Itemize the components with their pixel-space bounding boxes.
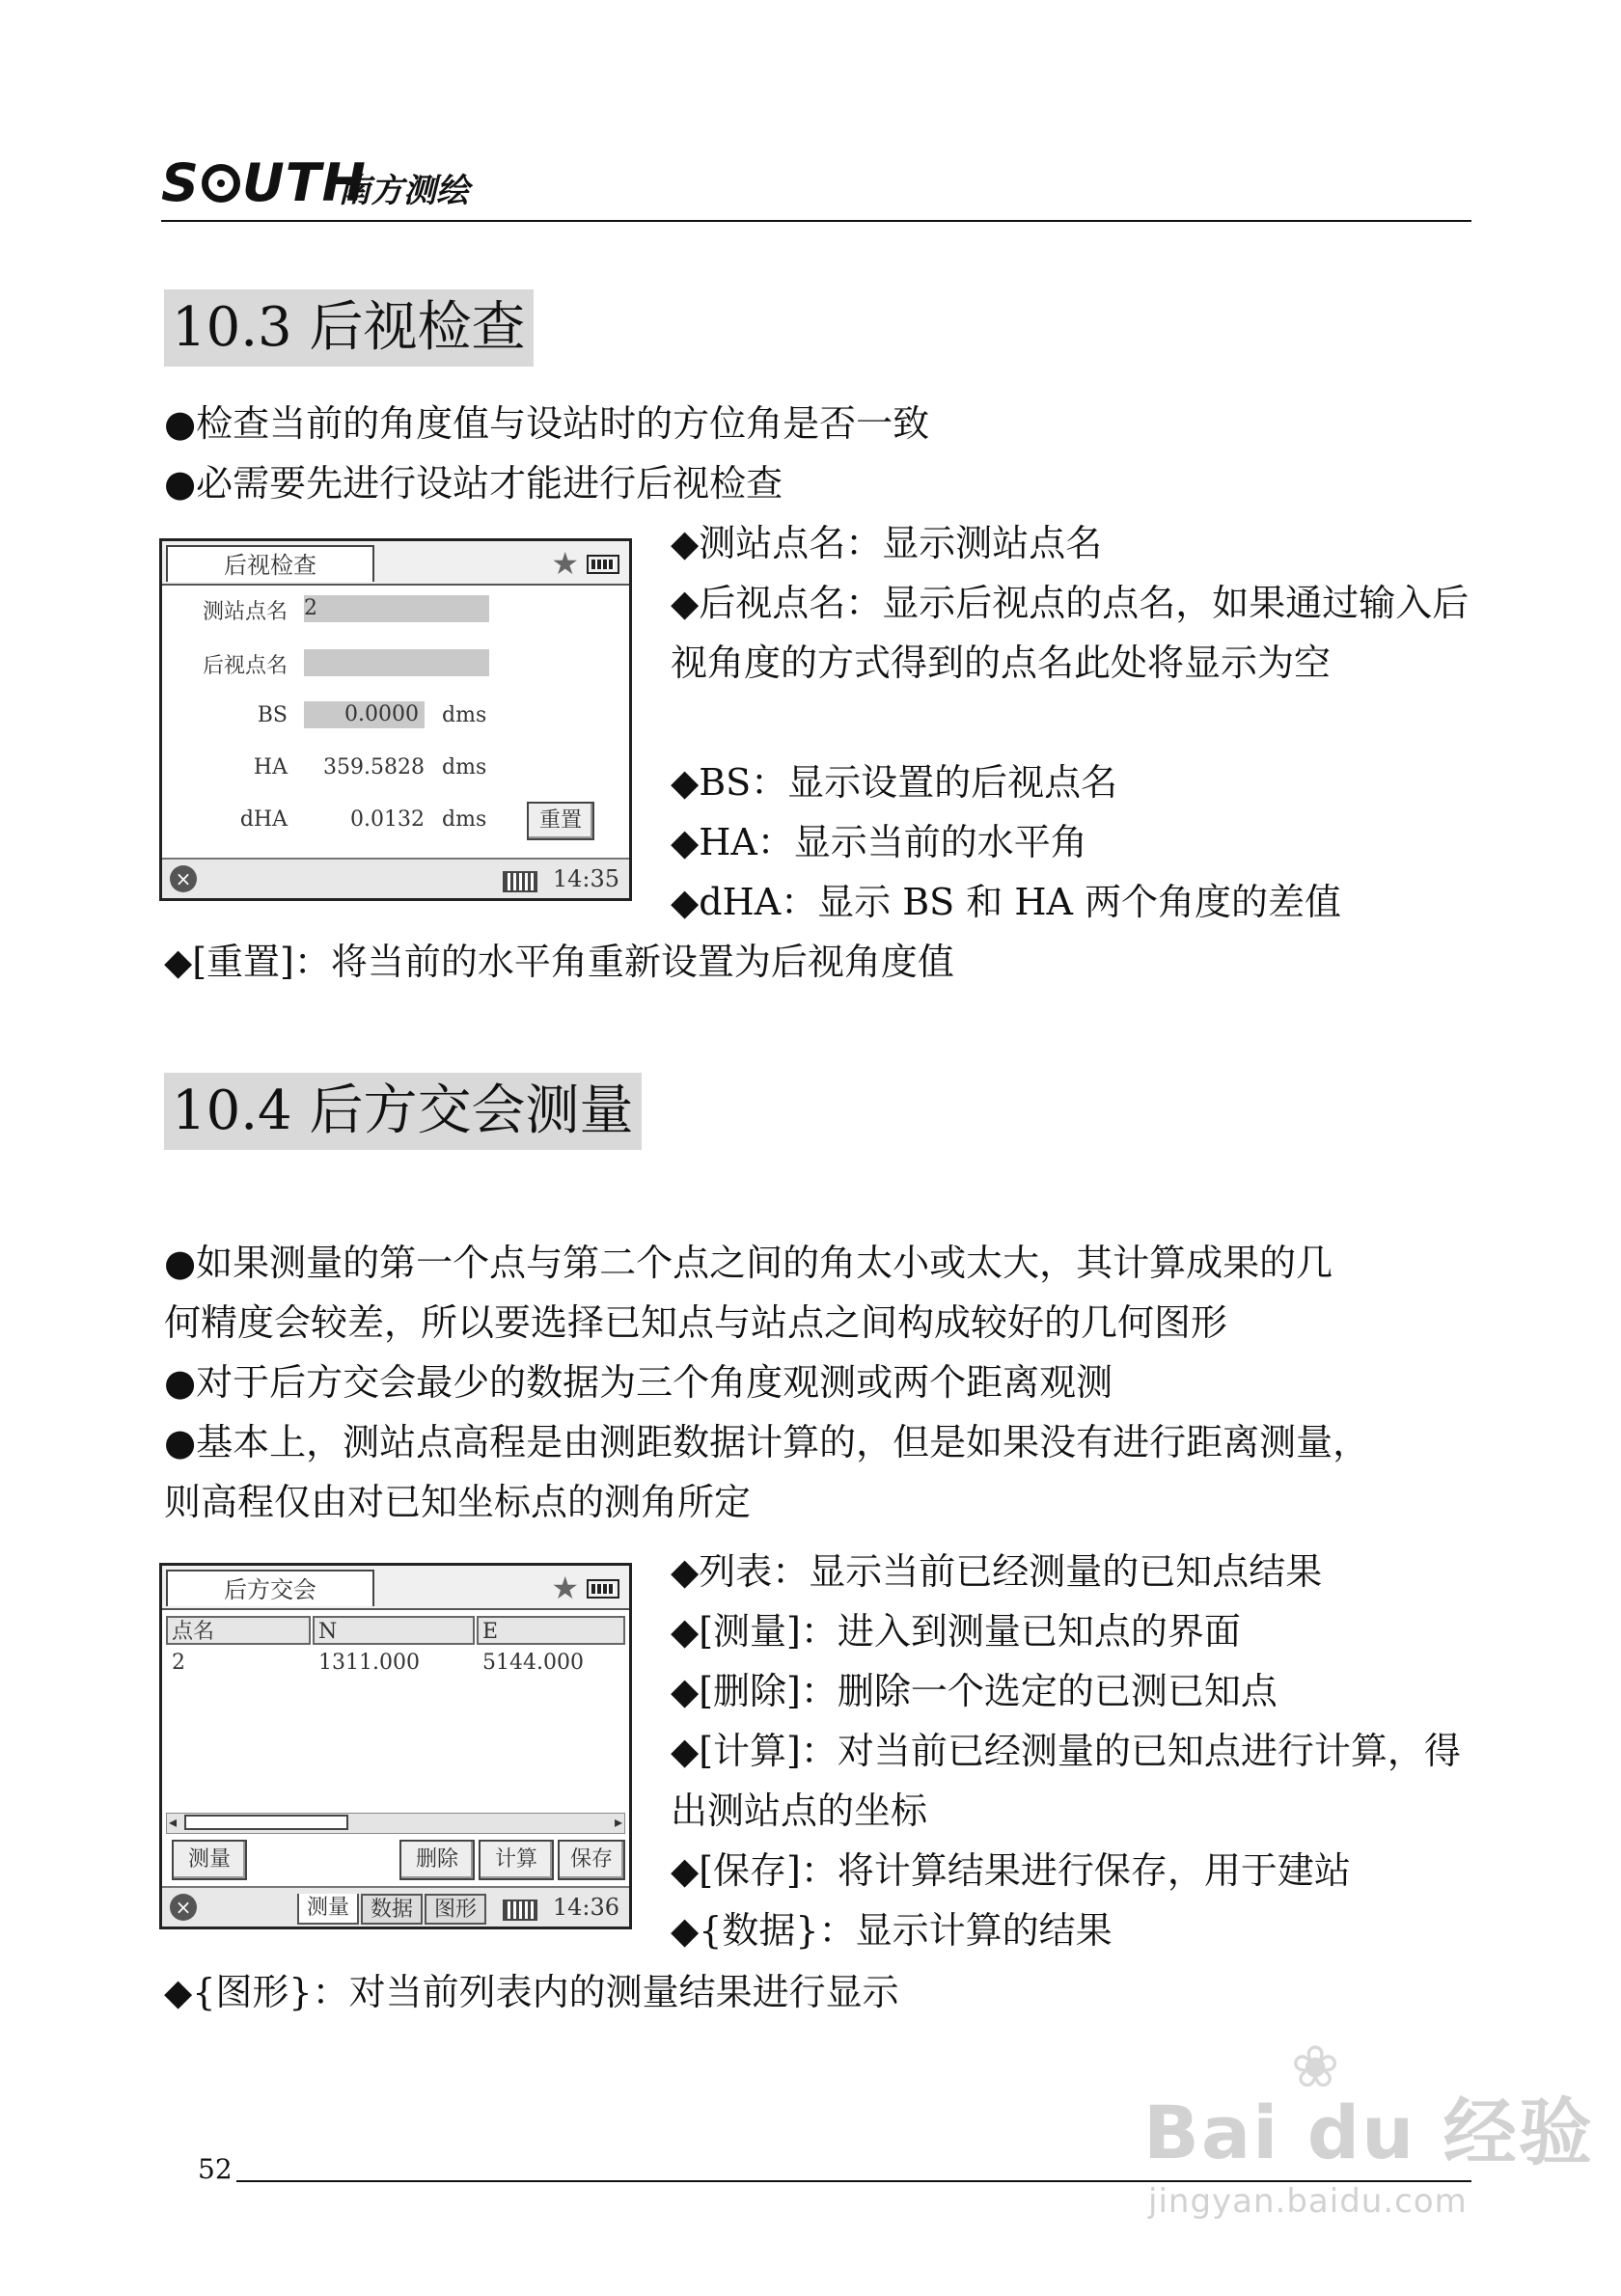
- bullet: ●检查当前的角度值与设站时的方位角是否一致: [164, 402, 930, 445]
- battery-icon: [587, 555, 619, 574]
- backsight-field[interactable]: [304, 649, 489, 676]
- desc-line: ◆[计算]：对当前已经测量的已知点进行计算，得出测站点的坐标: [671, 1730, 1461, 1832]
- desc-line: ◆[保存]：将计算结果进行保存，用于建站: [671, 1849, 1351, 1892]
- desc-line: ◆列表：显示当前已经测量的已知点结果: [671, 1550, 1323, 1593]
- keyboard-icon[interactable]: [503, 1900, 537, 1921]
- desc-line: ◆HA：显示当前的水平角: [671, 821, 1087, 863]
- desc-line: ◆后视点名：显示后视点的点名，如果通过输入后视角度的方式得到的点名此处将显示为空: [671, 582, 1470, 684]
- bullet: ●必需要先进行设站才能进行后视检查: [164, 462, 783, 505]
- ha-unit: dms: [442, 755, 487, 779]
- clock: 14:35: [552, 865, 619, 892]
- watermark-logo: Bai du 经验: [1143, 2090, 1594, 2175]
- section-title-10-4: 10.4 后方交会测量: [164, 1073, 642, 1150]
- tab-data[interactable]: 数据: [361, 1894, 423, 1925]
- column-header-name[interactable]: 点名: [166, 1616, 311, 1645]
- dha-unit: dms: [442, 807, 487, 832]
- desc-line: ◆测站点名：显示测站点名: [671, 522, 1103, 564]
- dha-label: dHA: [239, 807, 288, 832]
- title-bar: [162, 541, 629, 586]
- ha-value: 359.5828: [323, 755, 425, 779]
- station-field[interactable]: 2: [304, 595, 489, 622]
- window-title: 后视检查: [166, 545, 374, 582]
- page-number: 52: [198, 2153, 233, 2185]
- window-title: 后方交会: [166, 1570, 374, 1606]
- paw-icon: ❀: [1291, 2034, 1340, 2101]
- keyboard-icon[interactable]: [503, 871, 537, 892]
- section-title-10-3: 10.3 后视检查: [164, 289, 534, 367]
- horizontal-scrollbar[interactable]: [166, 1813, 625, 1834]
- bs-unit: dms: [442, 703, 487, 727]
- resection-screen: [159, 1563, 632, 1929]
- bullet: 何精度会较差，所以要选择已知点与站点之间构成较好的几何图形: [164, 1301, 1228, 1344]
- dha-value: 0.0132: [350, 807, 425, 832]
- logo-chinese: 南方测绘: [338, 172, 469, 210]
- station-label: 测站点名: [202, 600, 288, 624]
- desc-line: ◆[删除]：删除一个选定的已测已知点: [671, 1670, 1278, 1712]
- backsight-check-screen: [159, 538, 632, 901]
- tab-measure[interactable]: 测量: [297, 1894, 359, 1925]
- bullet: ●对于后方交会最少的数据为三个角度观测或两个距离观测: [164, 1361, 1113, 1404]
- ha-label: HA: [253, 755, 288, 779]
- tab-graphics[interactable]: 图形: [425, 1894, 486, 1925]
- header-rule: [161, 220, 1471, 222]
- star-icon[interactable]: ★: [551, 545, 579, 582]
- desc-line: ◆dHA：显示 BS 和 HA 两个角度的差值: [671, 881, 1341, 923]
- status-bar: [162, 1886, 629, 1927]
- desc-line: ◆[重置]：将当前的水平角重新设置为后视角度值: [164, 941, 954, 983]
- close-icon[interactable]: ×: [170, 1894, 197, 1921]
- close-icon[interactable]: ×: [170, 865, 197, 892]
- table-cell-name[interactable]: 2: [172, 1651, 185, 1675]
- clock: 14:36: [552, 1894, 619, 1921]
- scroll-left-icon[interactable]: ◂: [169, 1813, 178, 1831]
- bullet: ●如果测量的第一个点与第二个点之间的角太小或太大，其计算成果的几: [164, 1242, 1333, 1284]
- desc-line: ◆{图形}：对当前列表内的测量结果进行显示: [164, 1971, 899, 2013]
- table-cell-n[interactable]: 1311.000: [318, 1651, 420, 1675]
- bullet: 则高程仅由对已知坐标点的测角所定: [164, 1481, 752, 1523]
- measure-button[interactable]: 测量: [172, 1840, 247, 1880]
- south-logo: S UTH: [161, 152, 367, 213]
- star-icon[interactable]: ★: [551, 1570, 579, 1606]
- column-header-e[interactable]: E: [477, 1616, 625, 1645]
- desc-line: ◆{数据}：显示计算的结果: [671, 1909, 1113, 1952]
- reset-button[interactable]: 重置: [527, 802, 594, 840]
- table-cell-e[interactable]: 5144.000: [482, 1651, 584, 1675]
- battery-icon: [587, 1579, 619, 1599]
- scroll-right-icon[interactable]: ▸: [614, 1813, 622, 1831]
- bs-field[interactable]: 0.0000: [304, 701, 425, 728]
- watermark-url: jingyan.baidu.com: [1148, 2182, 1468, 2221]
- backsight-label: 后视点名: [202, 654, 288, 678]
- column-header-n[interactable]: N: [313, 1616, 475, 1645]
- status-bar: [162, 858, 629, 898]
- save-button[interactable]: 保存: [558, 1840, 625, 1880]
- desc-line: ◆BS：显示设置的后视点名: [671, 761, 1118, 804]
- compute-button[interactable]: 计算: [479, 1840, 554, 1880]
- scrollbar-thumb[interactable]: [184, 1815, 348, 1830]
- title-bar: [162, 1566, 629, 1610]
- bullet: ●基本上，测站点高程是由测距数据计算的，但是如果没有进行距离测量，: [164, 1421, 1370, 1463]
- desc-line: ◆[测量]：进入到测量已知点的界面: [671, 1610, 1241, 1653]
- delete-button[interactable]: 删除: [399, 1840, 475, 1880]
- logo-o-mark: [202, 164, 240, 203]
- bs-label: BS: [257, 703, 288, 727]
